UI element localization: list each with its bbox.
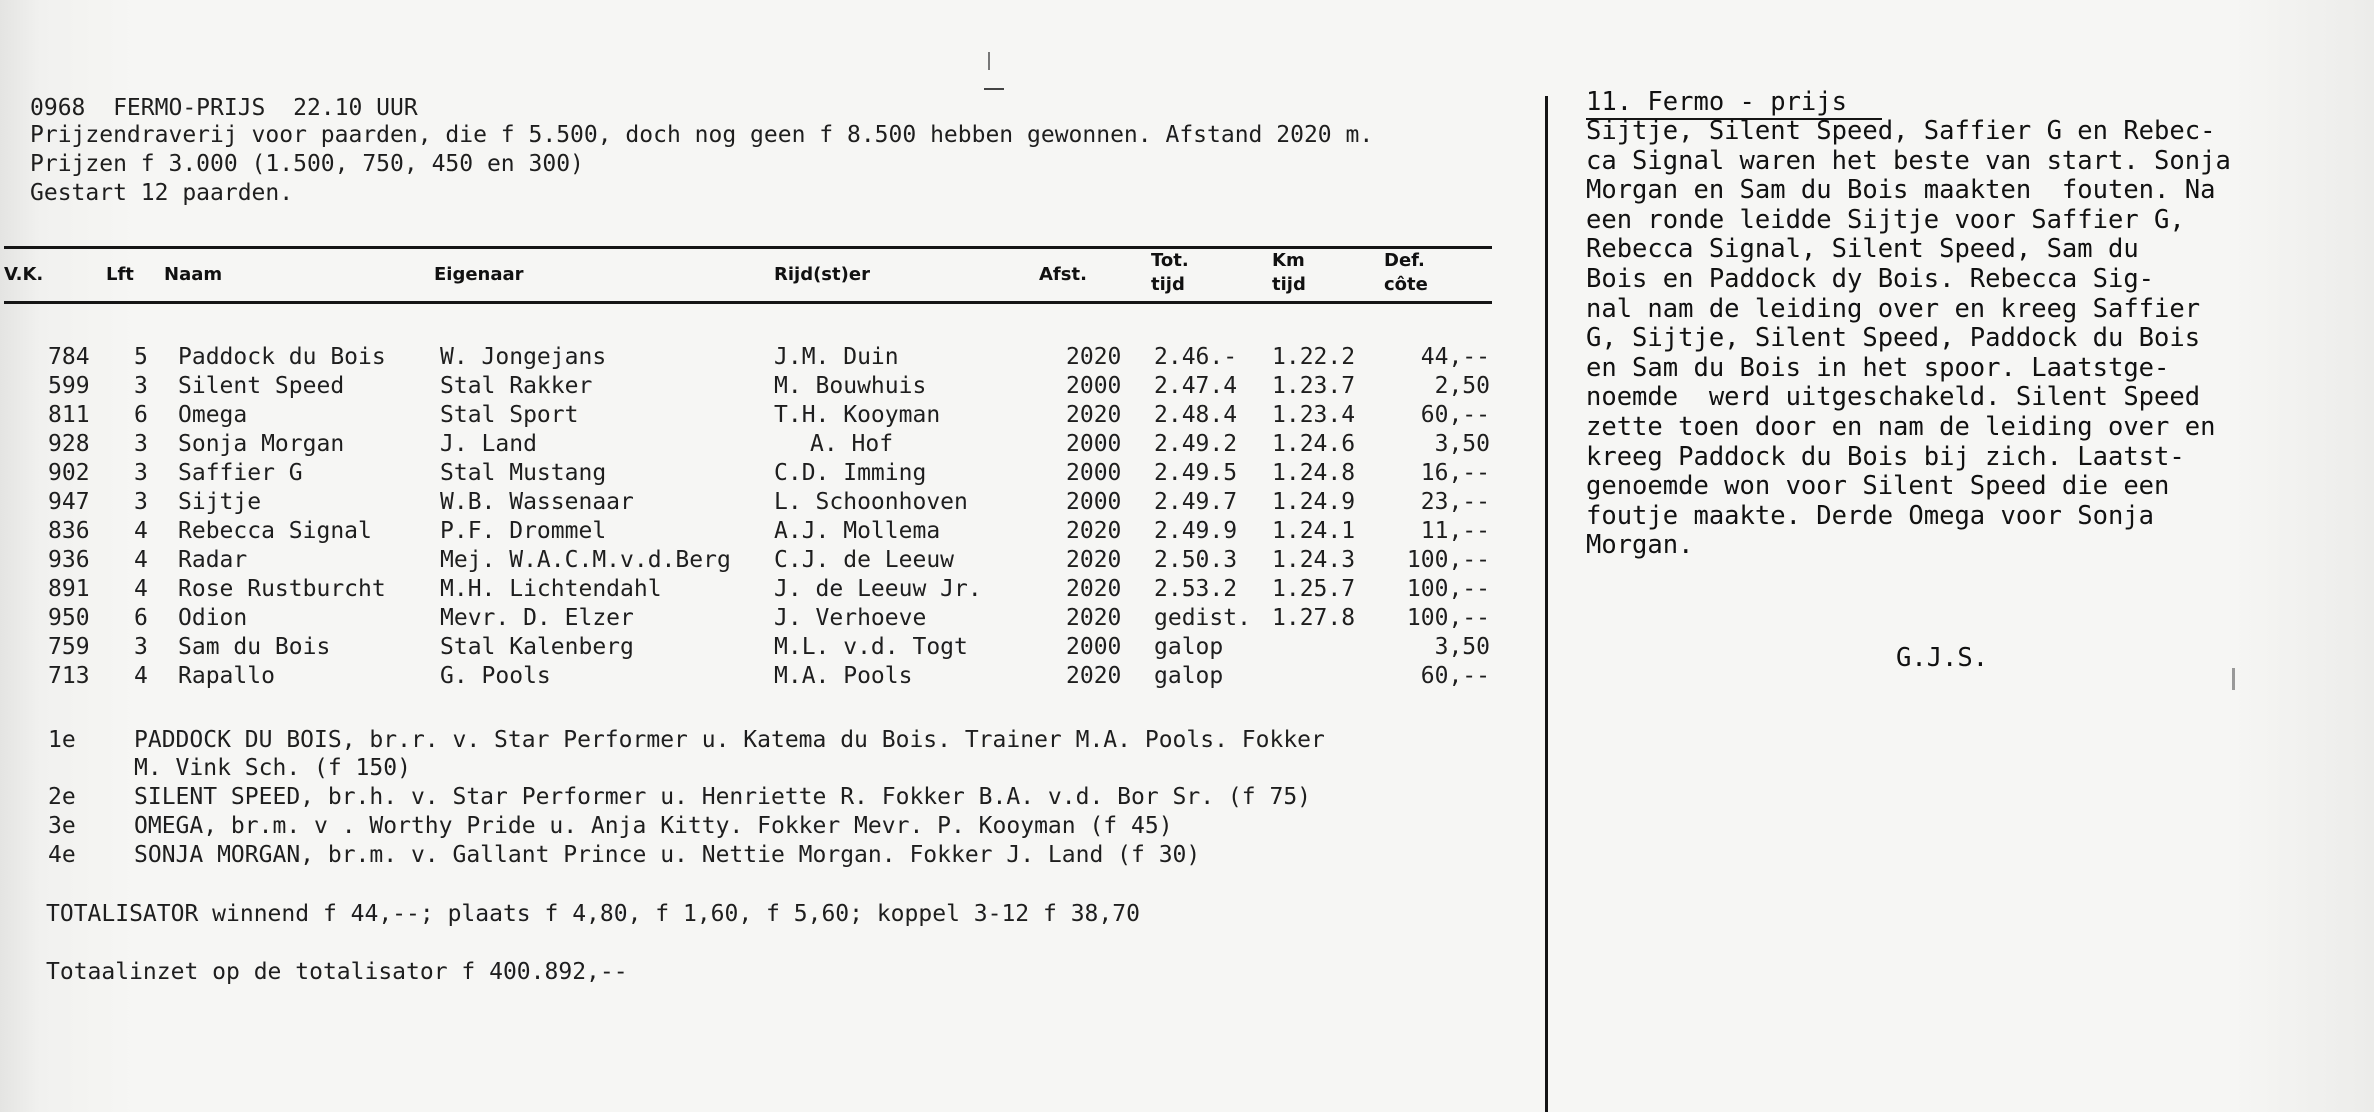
header-tot-2: tijd (1151, 274, 1185, 295)
cell-km: 1.27.8 (1272, 605, 1356, 631)
cell-naam: Rebecca Signal (178, 518, 372, 544)
report-line: Morgan en Sam du Bois maakten fouten. Na (1586, 175, 2216, 206)
cell-tot: galop (1154, 634, 1224, 660)
report-line: ca Signal waren het beste van start. Sonja (1586, 145, 2231, 176)
header-naam: Naam (164, 264, 223, 285)
cell-eigenaar: Stal Mustang (440, 460, 607, 486)
cell-lft: 6 (134, 402, 148, 428)
cell-naam: Omega (178, 402, 248, 428)
table-top-rule (4, 246, 1492, 249)
header-eigenaar: Eigenaar (434, 264, 524, 285)
cell-vk: 891 (48, 576, 90, 602)
cell-lft: 4 (134, 547, 148, 573)
cell-def: 16,-- (1420, 460, 1490, 486)
cell-rijder: J.M. Duin (774, 344, 899, 370)
cell-def: 23,-- (1420, 489, 1490, 515)
placing-text: SONJA MORGAN, br.m. v. Gallant Prince u. Nettie Morgan. Fokker J. Land (f 30) (134, 842, 1201, 868)
cell-eigenaar: Stal Sport (440, 402, 579, 428)
cell-naam: Rapallo (178, 663, 275, 689)
cell-lft: 3 (134, 431, 148, 457)
cell-km: 1.23.7 (1272, 373, 1356, 399)
cell-def: 60,-- (1420, 402, 1490, 428)
table-header-rule (4, 301, 1492, 304)
cell-afst: 2020 (1066, 344, 1122, 370)
cell-afst: 2000 (1066, 634, 1122, 660)
cell-afst: 2020 (1066, 402, 1122, 428)
report-line: een ronde leidde Sijtje voor Saffier G, (1586, 204, 2185, 235)
header-afst: Afst. (1039, 264, 1087, 285)
cell-lft: 5 (134, 344, 148, 370)
cell-def: 2,50 (1434, 373, 1490, 399)
cell-lft: 3 (134, 634, 148, 660)
cell-afst: 2020 (1066, 576, 1122, 602)
cell-eigenaar: Mej. W.A.C.M.v.d.Berg (440, 547, 731, 573)
placing-number: 3e (48, 813, 76, 839)
cell-naam: Radar (178, 547, 248, 573)
cell-naam: Sijtje (178, 489, 262, 515)
cell-afst: 2020 (1066, 547, 1122, 573)
cell-def: 44,-- (1420, 344, 1490, 370)
report-line: en Sam du Bois in het spoor. Laatstge- (1586, 352, 2170, 383)
cell-vk: 784 (48, 344, 90, 370)
cell-tot: 2.49.5 (1154, 460, 1238, 486)
header-def-1: Def. (1384, 250, 1425, 271)
report-line: Bois en Paddock dy Bois. Rebecca Sig- (1586, 263, 2155, 294)
cell-rijder: M.L. v.d. Togt (774, 634, 968, 660)
cell-afst: 2020 (1066, 663, 1122, 689)
cell-tot: 2.48.4 (1154, 402, 1238, 428)
header-tot-1: Tot. (1151, 250, 1189, 271)
header-km-2: tijd (1272, 274, 1306, 295)
cell-lft: 4 (134, 576, 148, 602)
cell-rijder: M. Bouwhuis (774, 373, 927, 399)
cell-def: 100,-- (1406, 547, 1490, 573)
cell-eigenaar: Stal Kalenberg (440, 634, 634, 660)
cell-tot: 2.46.- (1154, 344, 1238, 370)
cell-lft: 3 (134, 489, 148, 515)
race-started: Gestart 12 paarden. (30, 180, 294, 206)
report-signature: G.J.S. (1896, 643, 1989, 673)
cell-def: 3,50 (1434, 431, 1490, 457)
cell-eigenaar: W.B. Wassenaar (440, 489, 634, 515)
totaalinzet-line: Totaalinzet op de totalisator f 400.892,-- (46, 959, 628, 985)
cell-km: 1.23.4 (1272, 402, 1356, 428)
report-body (1586, 117, 2306, 561)
report-line: G, Sijtje, Silent Speed, Paddock du Bois (1586, 323, 2201, 354)
cell-lft: 4 (134, 518, 148, 544)
cell-lft: 3 (134, 460, 148, 486)
cell-rijder: L. Schoonhoven (774, 489, 968, 515)
cell-rijder: C.J. de Leeuw (774, 547, 955, 573)
report-line: noemde werd uitgeschakeld. Silent Speed (1586, 382, 2201, 413)
header-lft: Lft (106, 264, 134, 285)
report-line: zette toen door en nam de leiding over en (1586, 411, 2216, 442)
cell-rijder: M.A. Pools (774, 663, 913, 689)
header-vk: V.K. (4, 264, 44, 285)
cell-eigenaar: J. Land (440, 431, 537, 457)
report-line: kreeg Paddock du Bois bij zich. Laatst- (1586, 441, 2185, 472)
cell-vk: 936 (48, 547, 90, 573)
totalisator-line: TOTALISATOR winnend f 44,--; plaats f 4,80, f 1,60, f 5,60; koppel 3-12 f 38,70 (46, 901, 1140, 927)
cell-km: 1.25.7 (1272, 576, 1356, 602)
cell-eigenaar: P.F. Drommel (440, 518, 607, 544)
cell-tot: 2.49.9 (1154, 518, 1238, 544)
cell-naam: Odion (178, 605, 248, 631)
cell-vk: 836 (48, 518, 90, 544)
cell-km: 1.24.3 (1272, 547, 1356, 573)
race-conditions: Prijzendraverij voor paarden, die f 5.500, doch nog geen f 8.500 hebben gewonnen. Afstand 2020 m. (30, 122, 1374, 148)
scan-mark (984, 88, 1004, 90)
column-divider (1545, 96, 1548, 1112)
cell-tot: gedist. (1154, 605, 1251, 631)
placing-text: SILENT SPEED, br.h. v. Star Performer u. Henriette R. Fokker B.A. v.d. Bor Sr. (f 75) (134, 784, 1312, 810)
cell-def: 11,-- (1420, 518, 1490, 544)
cell-eigenaar: Mevr. D. Elzer (440, 605, 634, 631)
cell-def: 100,-- (1406, 605, 1490, 631)
cell-vk: 811 (48, 402, 90, 428)
race-prizes: Prijzen f 3.000 (1.500, 750, 450 en 300) (30, 151, 584, 177)
report-line: Morgan. (1586, 530, 1694, 561)
cell-afst: 2000 (1066, 460, 1122, 486)
cell-lft: 6 (134, 605, 148, 631)
header-km-1: Km (1272, 250, 1305, 271)
cell-naam: Sam du Bois (178, 634, 331, 660)
report-line: Sijtje, Silent Speed, Saffier G en Rebec- (1586, 116, 2216, 146)
cell-afst: 2000 (1066, 431, 1122, 457)
cell-vk: 759 (48, 634, 90, 660)
report-line: nal nam de leiding over en kreeg Saffier (1586, 293, 2201, 324)
placing-text: PADDOCK DU BOIS, br.r. v. Star Performer u. Katema du Bois. Trainer M.A. Pools. Fokker (134, 727, 1325, 753)
cell-def: 3,50 (1434, 634, 1490, 660)
cell-rijder: A.J. Mollema (774, 518, 941, 544)
cell-vk: 947 (48, 489, 90, 515)
report-line: genoemde won voor Silent Speed die een (1586, 471, 2170, 502)
cell-vk: 902 (48, 460, 90, 486)
cell-km: 1.24.6 (1272, 431, 1356, 457)
cell-naam: Sonja Morgan (178, 431, 345, 457)
placing-number: 1e (48, 727, 76, 753)
cell-vk: 599 (48, 373, 90, 399)
cell-rijder: C.D. Imming (774, 460, 927, 486)
cell-naam: Saffier G (178, 460, 303, 486)
header-rijder: Rijd(st)er (774, 264, 870, 285)
cell-tot: 2.47.4 (1154, 373, 1238, 399)
cell-tot: 2.49.7 (1154, 489, 1238, 515)
cell-rijder: J. Verhoeve (774, 605, 927, 631)
scan-mark (988, 52, 990, 70)
placing-text: OMEGA, br.m. v . Worthy Pride u. Anja Kitty. Fokker Mevr. P. Kooyman (f 45) (134, 813, 1173, 839)
race-header-line: 0968 FERMO-PRIJS 22.10 UUR (30, 95, 418, 121)
cell-eigenaar: G. Pools (440, 663, 551, 689)
cell-vk: 713 (48, 663, 90, 689)
placing-number: 4e (48, 842, 76, 868)
cell-naam: Paddock du Bois (178, 344, 386, 370)
cell-tot: 2.50.3 (1154, 547, 1238, 573)
cell-eigenaar: W. Jongejans (440, 344, 607, 370)
cell-afst: 2020 (1066, 605, 1122, 631)
cell-naam: Rose Rustburcht (178, 576, 386, 602)
report-line: foutje maakte. Derde Omega voor Sonja (1586, 500, 2155, 531)
cell-vk: 950 (48, 605, 90, 631)
cell-eigenaar: Stal Rakker (440, 373, 593, 399)
cell-km: 1.24.9 (1272, 489, 1356, 515)
report-title: 11. Fermo - prijs (1586, 87, 1847, 117)
header-def-2: côte (1384, 274, 1428, 295)
cell-lft: 4 (134, 663, 148, 689)
cell-tot: 2.49.2 (1154, 431, 1238, 457)
report-line: Rebecca Signal, Silent Speed, Sam du (1586, 234, 2139, 265)
cell-afst: 2020 (1066, 518, 1122, 544)
cell-vk: 928 (48, 431, 90, 457)
cell-afst: 2000 (1066, 489, 1122, 515)
cell-lft: 3 (134, 373, 148, 399)
cell-def: 100,-- (1406, 576, 1490, 602)
cell-def: 60,-- (1420, 663, 1490, 689)
cell-eigenaar: M.H. Lichtendahl (440, 576, 662, 602)
placing-text: M. Vink Sch. (f 150) (134, 755, 411, 781)
cell-tot: galop (1154, 663, 1224, 689)
cell-km: 1.24.1 (1272, 518, 1356, 544)
cell-km: 1.24.8 (1272, 460, 1356, 486)
cell-rijder: T.H. Kooyman (774, 402, 941, 428)
cell-tot: 2.53.2 (1154, 576, 1238, 602)
scan-mark (2232, 668, 2235, 690)
placing-number: 2e (48, 784, 76, 810)
cell-afst: 2000 (1066, 373, 1122, 399)
cell-rijder: A. Hof (810, 431, 894, 457)
cell-km: 1.22.2 (1272, 344, 1356, 370)
cell-rijder: J. de Leeuw Jr. (774, 576, 982, 602)
cell-naam: Silent Speed (178, 373, 345, 399)
